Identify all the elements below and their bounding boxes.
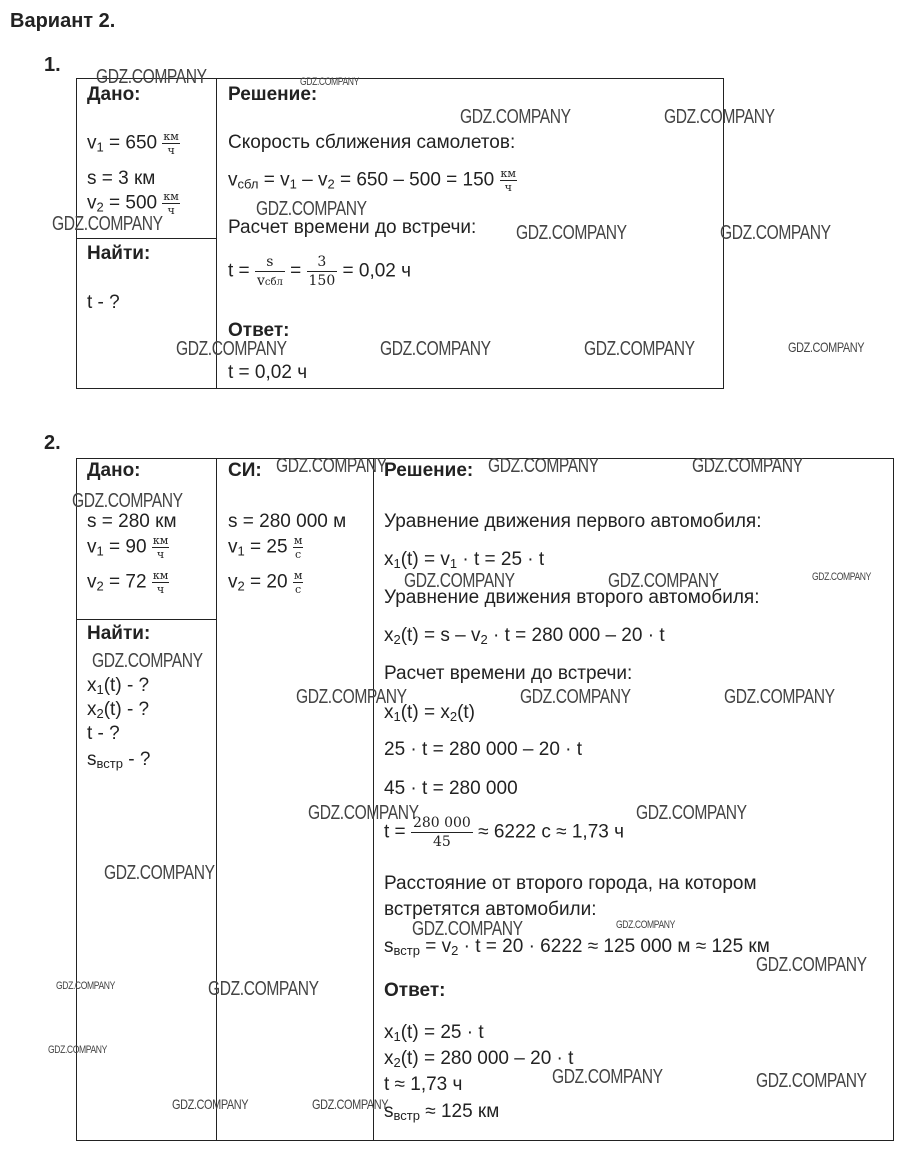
watermark: GDZ.COMPANY (92, 650, 203, 672)
watermark: GDZ.COMPANY (756, 954, 867, 976)
p1-time-equation: t = $\frac{s}{\text{vсбл}}$ = $\frac{3}{150}$ = 0,02 ч (228, 254, 412, 289)
p2-given-label: Дано: (87, 460, 141, 481)
watermark: GDZ.COMPANY (48, 1044, 107, 1056)
watermark: GDZ.COMPANY (616, 919, 675, 931)
p1-find-label: Найти: (87, 243, 151, 264)
p2-eq1-text: Уравнение движения первого автомобиля: (384, 511, 762, 532)
p1-given-v2: $v_2 = 500$ $\frac{км}{ч}$ (87, 190, 179, 217)
p2-time-equation: t = $\frac{280 000}{45}$ ≈ 6222 с ≈ 1,73 ч (384, 815, 625, 850)
p2-find-t: t - ? (87, 723, 120, 744)
watermark: GDZ.COMPANY (308, 802, 419, 824)
problem-2-divider-1 (216, 458, 217, 1140)
p2-find-label: Найти: (87, 623, 151, 644)
p2-answer-t: t ≈ 1,73 ч (384, 1074, 463, 1095)
watermark: GDZ.COMPANY (96, 66, 207, 88)
p2-si-v1: $v_1 = 25$ $\frac{м}{с}$ (228, 534, 303, 561)
watermark: GDZ.COMPANY (720, 222, 831, 244)
watermark: GDZ.COMPANY (552, 1066, 663, 1088)
p2-find-s-meet: $s_{встр}$ - ? (87, 749, 151, 771)
watermark: GDZ.COMPANY (104, 862, 215, 884)
watermark: GDZ.COMPANY (52, 213, 163, 235)
p2-given-s: s = 280 км (87, 511, 177, 532)
p2-find-x1: $x_1(t)$ - ? (87, 675, 150, 697)
p1-solution-label: Решение: (228, 84, 318, 105)
watermark: GDZ.COMPANY (300, 76, 359, 88)
p2-eq1: $x_1(t) = v_1 \cdot t = 25 \cdot t$ (384, 549, 545, 571)
p2-answer-x2: $x_2(t) = 280$ 000 – 20 · t (384, 1048, 574, 1070)
p2-answer-label: Ответ: (384, 980, 446, 1001)
watermark: GDZ.COMPANY (608, 570, 719, 592)
watermark: GDZ.COMPANY (56, 980, 115, 992)
p2-find-x2: $x_2(t)$ - ? (87, 699, 150, 721)
watermark: GDZ.COMPANY (460, 106, 571, 128)
p2-dist-equation: $s_{встр} = v_2 \cdot t = 20 \cdot 6222 \approx 125$ 000 м ≈ 125 км (384, 936, 770, 958)
p2-line-5: 45 · t = 280 000 (384, 778, 518, 799)
p1-answer: t = 0,02 ч (228, 362, 308, 383)
p2-si-s: s = 280 000 м (228, 511, 347, 532)
p1-given-v1: $v_1 = 650$ $\frac{км}{ч}$ (87, 130, 179, 157)
p2-answer-s: $s_{встр} \approx 125$ км (384, 1101, 500, 1123)
p1-time-text: Расчет времени до встречи: (228, 217, 477, 238)
p2-meet-equation: $x_1(t) = x_2(t)$ (384, 702, 475, 724)
p2-si-v2: $v_2 = 20$ $\frac{м}{с}$ (228, 569, 303, 596)
watermark: GDZ.COMPANY (176, 338, 287, 360)
problem-2-given-divider (76, 619, 217, 620)
watermark: GDZ.COMPANY (520, 686, 631, 708)
watermark: GDZ.COMPANY (276, 455, 387, 477)
p1-approach-text: Скорость сближения самолетов: (228, 132, 516, 153)
p2-si-label: СИ: (228, 460, 262, 481)
watermark: GDZ.COMPANY (312, 1096, 389, 1112)
problem-1-number: 1. (44, 54, 61, 76)
p1-given-s: s = 3 км (87, 168, 156, 189)
watermark: GDZ.COMPANY (724, 686, 835, 708)
watermark: GDZ.COMPANY (256, 198, 367, 220)
p2-given-v2: $v_2 = 72$ $\frac{км}{ч}$ (87, 569, 169, 596)
watermark: GDZ.COMPANY (380, 338, 491, 360)
watermark: GDZ.COMPANY (788, 339, 865, 355)
watermark: GDZ.COMPANY (208, 978, 319, 1000)
watermark: GDZ.COMPANY (636, 802, 747, 824)
watermark: GDZ.COMPANY (296, 686, 407, 708)
p1-find-t: t - ? (87, 292, 120, 313)
p1-given-label: Дано: (87, 84, 141, 105)
p2-given-v1: $v_1 = 90$ $\frac{км}{ч}$ (87, 534, 169, 561)
p1-v-rel-equation: $v_{сбл} = v_1 - v_2 = 650 - 500 = 150$ $\frac{км}{ч}$ (228, 167, 516, 194)
problem-2-number: 2. (44, 432, 61, 454)
watermark: GDZ.COMPANY (72, 490, 183, 512)
page-title: Вариант 2. (10, 10, 116, 32)
watermark: GDZ.COMPANY (692, 455, 803, 477)
watermark: GDZ.COMPANY (664, 106, 775, 128)
p2-dist-text-2: встретятся автомобили: (384, 899, 597, 920)
p2-answer-x1: $x_1(t) = 25 \cdot t$ (384, 1022, 484, 1044)
watermark: GDZ.COMPANY (172, 1096, 249, 1112)
watermark: GDZ.COMPANY (516, 222, 627, 244)
p1-answer-label: Ответ: (228, 320, 290, 341)
watermark: GDZ.COMPANY (488, 455, 599, 477)
watermark: GDZ.COMPANY (404, 570, 515, 592)
p2-dist-text-1: Расстояние от второго города, на котором (384, 873, 757, 894)
watermark: GDZ.COMPANY (584, 338, 695, 360)
p2-solution-label: Решение: (384, 460, 474, 481)
problem-1-given-divider (76, 238, 217, 239)
problem-2-divider-2 (373, 458, 374, 1140)
p2-eq2-text: Уравнение движения второго автомобиля: (384, 587, 760, 608)
p2-line-4: 25 · t = 280 000 – 20 · t (384, 739, 583, 760)
watermark: GDZ.COMPANY (412, 918, 523, 940)
p2-time-text: Расчет времени до встречи: (384, 663, 633, 684)
p2-eq2: $x_2(t) = s - v_2 \cdot t = 280$ 000 – 20 · t (384, 625, 665, 647)
watermark: GDZ.COMPANY (812, 571, 871, 583)
watermark: GDZ.COMPANY (756, 1070, 867, 1092)
